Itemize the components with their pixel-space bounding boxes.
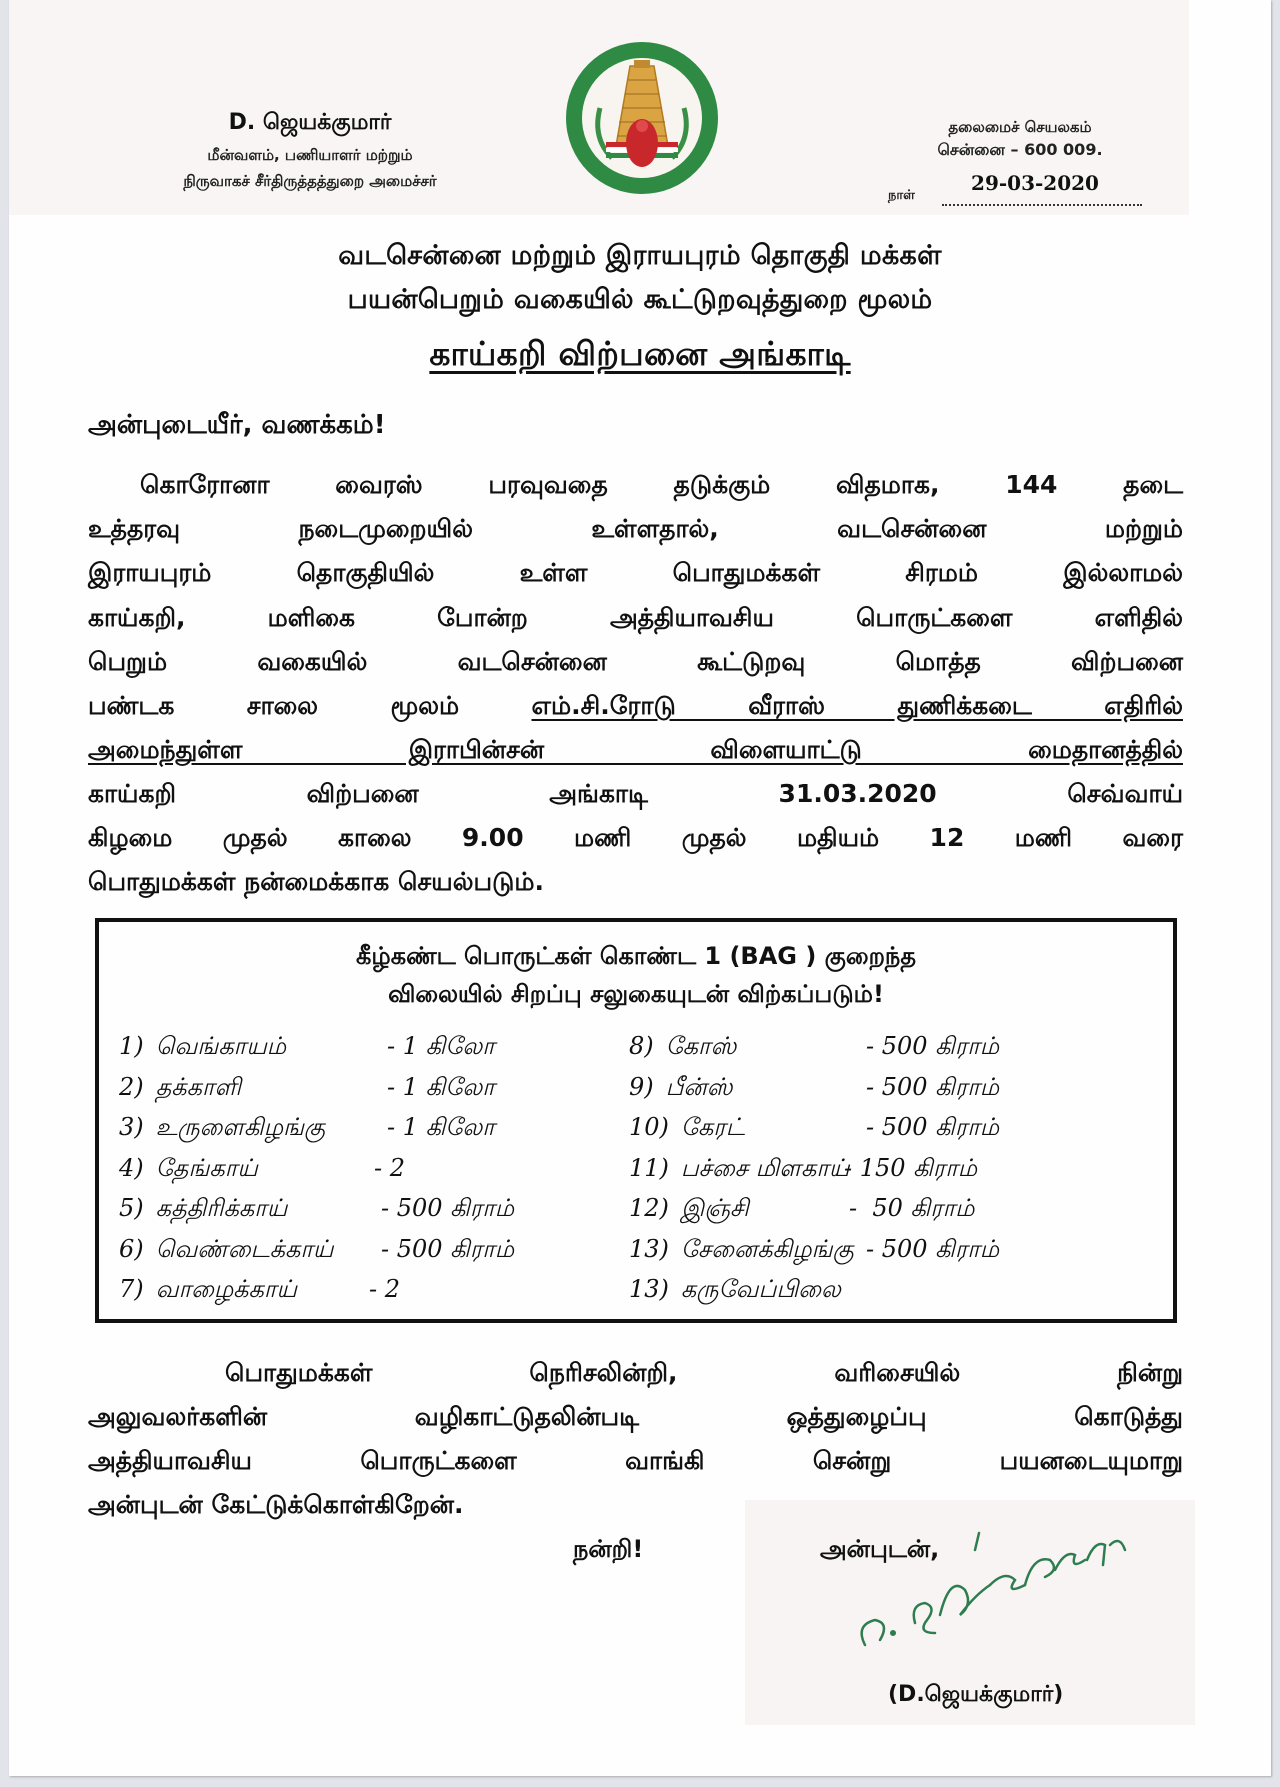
items-box — [95, 918, 1177, 1323]
list-item — [119, 1032, 495, 1063]
list-item — [119, 1234, 515, 1266]
list-item — [119, 1072, 495, 1104]
list-item — [629, 1072, 1000, 1104]
item-number: 9) — [629, 1072, 654, 1101]
tamil-nadu-emblem-icon — [562, 38, 722, 198]
body-line: கிழமை முதல் காலை 9.00 மணி முதல் மதியம் 12 மணி வரை — [88, 823, 1183, 852]
list-item — [629, 1032, 1000, 1063]
item-name: பச்சை மிளகாய் — [680, 1153, 850, 1182]
closing-line: பொதுமக்கள் நெரிசலின்றி, வரிசையில் நின்று — [225, 1358, 1183, 1387]
list-item — [119, 1194, 515, 1225]
closing-line: அன்புடன் கேட்டுக்கொள்கிறேன். — [88, 1490, 464, 1519]
venue-underlined-line: அமைந்துள்ள இராபின்சன் விளையாட்டு மைதானத்தில் — [88, 735, 1183, 764]
item-quantity: - 1 கிலோ — [387, 1032, 495, 1060]
date-label: நாள் — [888, 188, 915, 203]
item-name: தக்காளி — [155, 1072, 242, 1101]
item-quantity: - 150 கிராம் — [844, 1153, 978, 1182]
regards-text: அன்புடன், — [820, 1535, 940, 1563]
signature-icon — [855, 1515, 1145, 1665]
title-line2: பயன்பெறும் வகையில் கூட்டுறவுத்துறை மூலம் — [347, 284, 933, 315]
item-number: 13) — [629, 1275, 669, 1303]
list-item — [629, 1234, 1000, 1266]
item-quantity: - 50 கிராம் — [849, 1194, 975, 1222]
item-number: 13) — [629, 1234, 669, 1263]
item-number: 10) — [629, 1113, 669, 1141]
item-name: வெங்காயம் — [155, 1032, 287, 1060]
body-line: உத்தரவு நடைமுறையில் உள்ளதால், வடசென்னை மற்றும் — [88, 514, 1183, 543]
item-number: 7) — [119, 1275, 144, 1303]
item-quantity: - 1 கிலோ — [387, 1072, 495, 1101]
date-dotted-line — [942, 204, 1142, 206]
body-line: பொதுமக்கள் நன்மைக்காக செயல்படும். — [88, 867, 544, 896]
item-quantity: - 500 கிராம் — [866, 1032, 1000, 1060]
item-number: 11) — [629, 1153, 669, 1182]
item-quantity: - 500 கிராம் — [866, 1113, 1000, 1141]
item-name: வாழைக்காய் — [155, 1275, 297, 1303]
closing-line: அத்தியாவசிய பொருட்களை வாங்கி சென்று பயனடையுமாறு — [88, 1446, 1183, 1475]
list-item — [629, 1153, 978, 1185]
item-number: 8) — [629, 1032, 654, 1060]
item-quantity: - 2 — [369, 1275, 401, 1303]
list-item — [119, 1113, 495, 1144]
list-item — [629, 1113, 1000, 1144]
body-text: பண்டக சாலை மூலம் — [88, 691, 532, 720]
item-name: பீன்ஸ் — [665, 1072, 733, 1101]
list-item — [629, 1275, 841, 1306]
item-name: இஞ்சி — [680, 1194, 749, 1222]
item-quantity: - 500 கிராம் — [866, 1234, 1000, 1263]
item-quantity: - 500 கிராம் — [381, 1194, 515, 1222]
list-item — [629, 1194, 975, 1225]
item-number: 6) — [119, 1234, 144, 1263]
body-line: காய்கறி, மளிகை போன்ற அத்தியாவசிய பொருட்களை எளிதில் — [88, 603, 1183, 632]
venue-underlined: எம்.சி.ரோடு வீராஸ் துணிக்கடை எதிரில் — [531, 691, 1183, 720]
greeting: அன்புடையீர், வணக்கம்! — [88, 410, 386, 440]
box-heading-line1: கீழ்கண்ட பொருட்கள் கொண்ட 1 (BAG ) குறைந்த — [356, 942, 916, 970]
body-line: கொரோனா வைரஸ் பரவுவதை தடுக்கும் விதமாக, 144 தடை — [140, 470, 1183, 499]
item-number: 5) — [119, 1194, 144, 1222]
title-line1: வடசென்னை மற்றும் இராயபுரம் தொகுதி மக்கள் — [338, 240, 942, 271]
item-quantity: - 2 — [374, 1153, 406, 1182]
minister-role-line2: நிருவாகச் சீர்திருத்தத்துறை அமைச்சர் — [183, 172, 437, 190]
list-item — [119, 1275, 401, 1306]
item-name: கருவேப்பிலை — [680, 1275, 841, 1303]
minister-name: D. ஜெயக்குமார் — [228, 110, 392, 135]
thanks-text: நன்றி! — [573, 1535, 644, 1563]
item-name: உருளைகிழங்கு — [155, 1113, 326, 1141]
item-name: வெண்டைக்காய் — [155, 1234, 334, 1263]
letter-date: 29-03-2020 — [971, 171, 1099, 195]
item-quantity: - 1 கிலோ — [387, 1113, 495, 1141]
body-line: பெறும் வகையில் வடசென்னை கூட்டுறவு மொத்த விற்பனை — [88, 647, 1183, 676]
signer-name: (D.ஜெயக்குமார்) — [888, 1682, 1064, 1707]
body-line: இராயபுரம் தொகுதியில் உள்ள பொதுமக்கள் சிரமம் இல்லாமல் — [88, 558, 1183, 587]
body-line: காய்கறி விற்பனை அங்காடி 31.03.2020 செவ்வாய் — [88, 779, 1183, 808]
minister-role-line1: மீன்வளம், பணியாளர் மற்றும் — [207, 146, 413, 164]
box-heading-line2: விலையில் சிறப்பு சலுகையுடன் விற்கப்படும்! — [388, 980, 884, 1008]
address-line2: சென்னை – 600 009. — [937, 140, 1103, 159]
item-number: 1) — [119, 1032, 144, 1060]
item-number: 12) — [629, 1194, 669, 1222]
item-number: 2) — [119, 1072, 144, 1101]
item-name: கேரட் — [680, 1113, 745, 1141]
body-line — [88, 691, 1183, 724]
item-number: 4) — [119, 1153, 144, 1182]
item-name: சேனைக்கிழங்கு — [680, 1234, 854, 1263]
item-name: கோஸ் — [665, 1032, 737, 1060]
title-main: காய்கறி விற்பனை அங்காடி — [429, 334, 851, 373]
list-item — [119, 1153, 406, 1185]
address-line1: தலைமைச் செயலகம் — [948, 118, 1092, 136]
item-number: 3) — [119, 1113, 144, 1141]
item-quantity: - 500 கிராம் — [866, 1072, 1000, 1101]
closing-line: அலுவலர்களின் வழிகாட்டுதலின்படி ஒத்துழைப்பு கொடுத்து — [88, 1402, 1183, 1431]
item-quantity: - 500 கிராம் — [381, 1234, 515, 1263]
item-name: கத்திரிக்காய் — [155, 1194, 288, 1222]
item-name: தேங்காய் — [155, 1153, 258, 1182]
